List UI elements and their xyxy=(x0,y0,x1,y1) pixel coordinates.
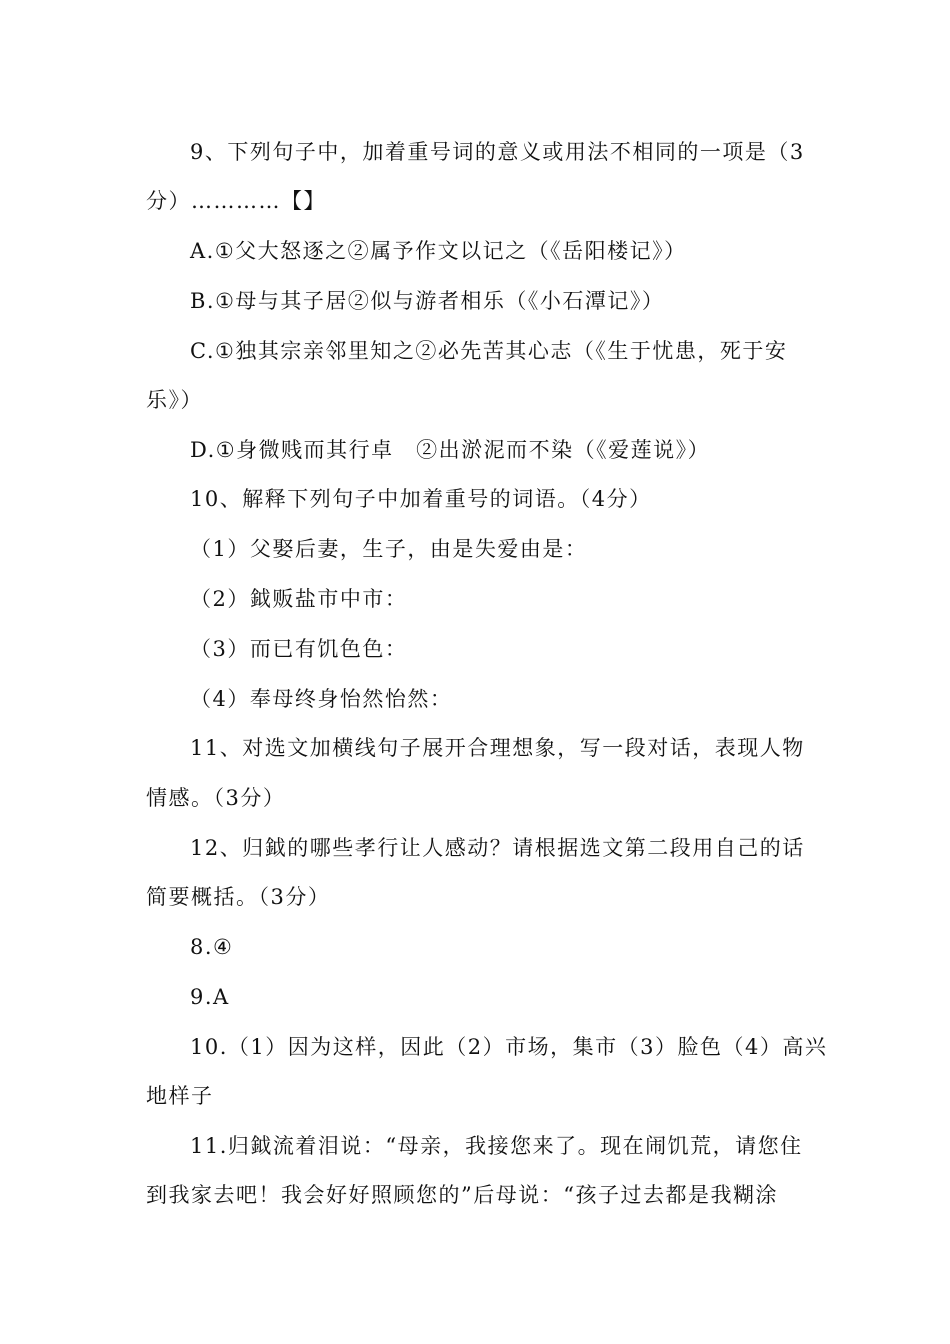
answer-9: 9.A xyxy=(190,985,230,1009)
answer-11-line-1: 11.归鉞流着泪说：“母亲，我接您来了。现在闹饥荒，请您住 xyxy=(190,1134,803,1158)
answer-8: 8.④ xyxy=(190,935,234,959)
answer-10-line-2: 地样子 xyxy=(146,1084,214,1108)
question-9-line-2: 分）…………【】 xyxy=(146,189,326,213)
answer-10-line-1: 10.（1）因为这样，因此（2）市场，集市（3）脸色（4）高兴 xyxy=(190,1035,828,1059)
question-9-line-1: 9、下列句子中，加着重号词的意义或用法不相同的一项是（3 xyxy=(190,140,805,164)
question-11-line-2: 情感。（3分） xyxy=(146,786,286,810)
question-9-option-a: A.①父大怒逐之②属予作文以记之（《岳阳楼记》） xyxy=(190,239,687,263)
question-10-item-1: （1）父娶后妻，生子，由是失爱由是： xyxy=(190,537,588,561)
question-9-option-c-line-1: C.①独其宗亲邻里知之②必先苦其心志（《生于忧患，死于安 xyxy=(190,339,788,363)
question-10-item-4: （4）奉母终身怡然怡然： xyxy=(190,687,453,711)
question-10-item-2: （2）鉞贩盐市中市： xyxy=(190,587,408,611)
question-9-option-b: B.①母与其子居②似与游者相乐（《小石潭记》） xyxy=(190,289,665,313)
question-10-item-3: （3）而已有饥色色： xyxy=(190,637,408,661)
question-9-option-d: D.①身微贱而其行卓 ②出淤泥而不染（《爱莲说》） xyxy=(190,438,711,462)
question-11-line-1: 11、对选文加横线句子展开合理想象，写一段对话，表现人物 xyxy=(190,736,805,760)
answer-11-line-2: 到我家去吧！我会好好照顾您的”后母说：“孩子过去都是我糊涂 xyxy=(146,1183,778,1207)
question-12-line-1: 12、归鉞的哪些孝行让人感动？请根据选文第二段用自己的话 xyxy=(190,836,805,860)
question-10-title: 10、解释下列句子中加着重号的词语。（4分） xyxy=(190,487,652,511)
question-9-option-c-line-2: 乐》） xyxy=(146,388,203,412)
question-12-line-2: 简要概括。（3分） xyxy=(146,885,331,909)
